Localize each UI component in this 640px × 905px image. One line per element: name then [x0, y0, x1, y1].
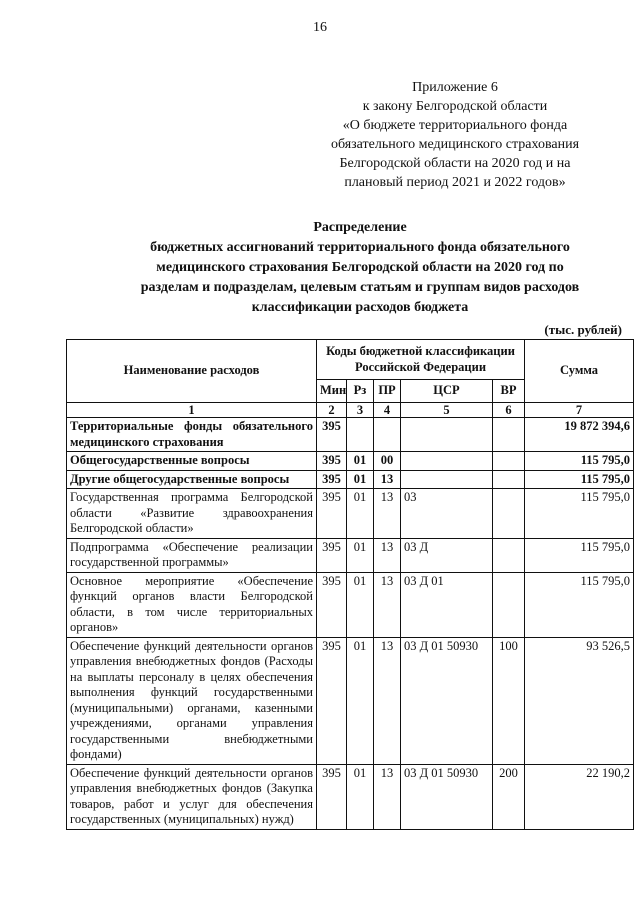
- row-name: Основное мероприятие «Обеспечение функций органов власти Белгородской области, в том числе территориальных органов»: [67, 572, 317, 637]
- header-sum: Сумма: [525, 340, 634, 403]
- row-rz: [347, 418, 374, 452]
- col-number: 4: [374, 403, 401, 418]
- row-rz: 01: [347, 489, 374, 539]
- table-row: [67, 572, 634, 637]
- appendix-line: обязательного медицинского страхования: [330, 137, 580, 152]
- row-name: Другие общегосударственные вопросы: [67, 470, 317, 489]
- row-pr: 13: [374, 538, 401, 572]
- row-rz: 01: [347, 470, 374, 489]
- table-row: [67, 489, 634, 539]
- title-line: разделам и подразделам, целевым статьям и группам видов расходов: [140, 280, 580, 295]
- row-csr: [401, 418, 493, 452]
- row-vr: [493, 470, 525, 489]
- row-min: 395: [317, 572, 347, 637]
- row-vr: [493, 452, 525, 471]
- row-pr: [374, 418, 401, 452]
- row-csr: [401, 470, 493, 489]
- table-row: [67, 470, 634, 489]
- header-vr: ВР: [493, 380, 525, 403]
- title-line: Распределение: [313, 220, 407, 235]
- row-csr: 03: [401, 489, 493, 539]
- row-sum: 115 795,0: [525, 470, 634, 489]
- col-number: 3: [347, 403, 374, 418]
- row-csr: 03 Д: [401, 538, 493, 572]
- row-name: Обеспечение функций деятельности органов управления внебюджетных фондов (Закупка товаров, работ и услуг для обеспечения государственных (муниципальных) нужд): [67, 764, 317, 829]
- page-number: 16: [313, 20, 327, 35]
- table-row: [67, 418, 634, 452]
- table-row: [67, 538, 634, 572]
- row-csr: 03 Д 01 50930: [401, 764, 493, 829]
- header-rz: Рз: [347, 380, 374, 403]
- row-name: Государственная программа Белгородской области «Развитие здравоохранения Белгородской области»: [67, 489, 317, 539]
- col-number: 6: [493, 403, 525, 418]
- appendix-line: к закону Белгородской области: [362, 99, 548, 114]
- row-min: 395: [317, 637, 347, 764]
- row-vr: [493, 489, 525, 539]
- row-csr: 03 Д 01: [401, 572, 493, 637]
- row-sum: 115 795,0: [525, 489, 634, 539]
- row-sum: 93 526,5: [525, 637, 634, 764]
- header-name: Наименование расходов: [67, 340, 317, 403]
- col-number: 1: [67, 403, 317, 418]
- row-vr: [493, 572, 525, 637]
- appendix-block: [305, 78, 605, 192]
- units-label: (тыс. рублей): [544, 322, 622, 337]
- col-number: 5: [401, 403, 493, 418]
- row-min: 395: [317, 489, 347, 539]
- header-codes: Коды бюджетной классификации Российской Федерации: [317, 340, 525, 380]
- table-row: [67, 764, 634, 829]
- col-number: 7: [525, 403, 634, 418]
- appendix-line: Приложение 6: [412, 80, 498, 95]
- row-min: 395: [317, 538, 347, 572]
- row-rz: 01: [347, 764, 374, 829]
- row-name: Обеспечение функций деятельности органов управления внебюджетных фондов (Расходы на выплаты персоналу в целях обеспечения выполнения функций государственными (муниципальными) органами, казенными учреждениями, органами управления государственными внебюджетными фондами): [67, 637, 317, 764]
- row-vr: 100: [493, 637, 525, 764]
- appendix-line: плановый период 2021 и 2022 годов»: [344, 175, 566, 190]
- row-csr: 03 Д 01 50930: [401, 637, 493, 764]
- row-min: 395: [317, 470, 347, 489]
- document-title: [95, 218, 625, 318]
- row-min: 395: [317, 764, 347, 829]
- row-min: 395: [317, 418, 347, 452]
- row-rz: 01: [347, 452, 374, 471]
- header-min: Мин: [317, 380, 347, 403]
- row-csr: [401, 452, 493, 471]
- row-sum: 115 795,0: [525, 572, 634, 637]
- title-line: медицинского страхования Белгородской области на 2020 год по: [156, 260, 564, 275]
- header-csr: ЦСР: [401, 380, 493, 403]
- row-pr: 00: [374, 452, 401, 471]
- table-row: [67, 452, 634, 471]
- row-pr: 13: [374, 637, 401, 764]
- title-line: бюджетных ассигнований территориального фонда обязательного: [150, 240, 570, 255]
- budget-table: [66, 339, 634, 830]
- row-sum: 22 190,2: [525, 764, 634, 829]
- row-sum: 19 872 394,6: [525, 418, 634, 452]
- title-line: классификации расходов бюджета: [251, 300, 469, 315]
- row-vr: 200: [493, 764, 525, 829]
- row-vr: [493, 538, 525, 572]
- appendix-line: «О бюджете территориального фонда: [342, 118, 568, 133]
- row-vr: [493, 418, 525, 452]
- row-name: Территориальные фонды обязательного медицинского страхования: [67, 418, 317, 452]
- row-name: Подпрограмма «Обеспечение реализации государственной программы»: [67, 538, 317, 572]
- row-rz: 01: [347, 637, 374, 764]
- table-row: [67, 637, 634, 764]
- row-name: Общегосударственные вопросы: [67, 452, 317, 471]
- col-number: 2: [317, 403, 347, 418]
- header-pr: ПР: [374, 380, 401, 403]
- row-pr: 13: [374, 764, 401, 829]
- row-min: 395: [317, 452, 347, 471]
- row-pr: 13: [374, 489, 401, 539]
- row-sum: 115 795,0: [525, 538, 634, 572]
- row-sum: 115 795,0: [525, 452, 634, 471]
- row-rz: 01: [347, 572, 374, 637]
- row-rz: 01: [347, 538, 374, 572]
- appendix-line: Белгородской области на 2020 год и на: [339, 156, 571, 171]
- row-pr: 13: [374, 470, 401, 489]
- row-pr: 13: [374, 572, 401, 637]
